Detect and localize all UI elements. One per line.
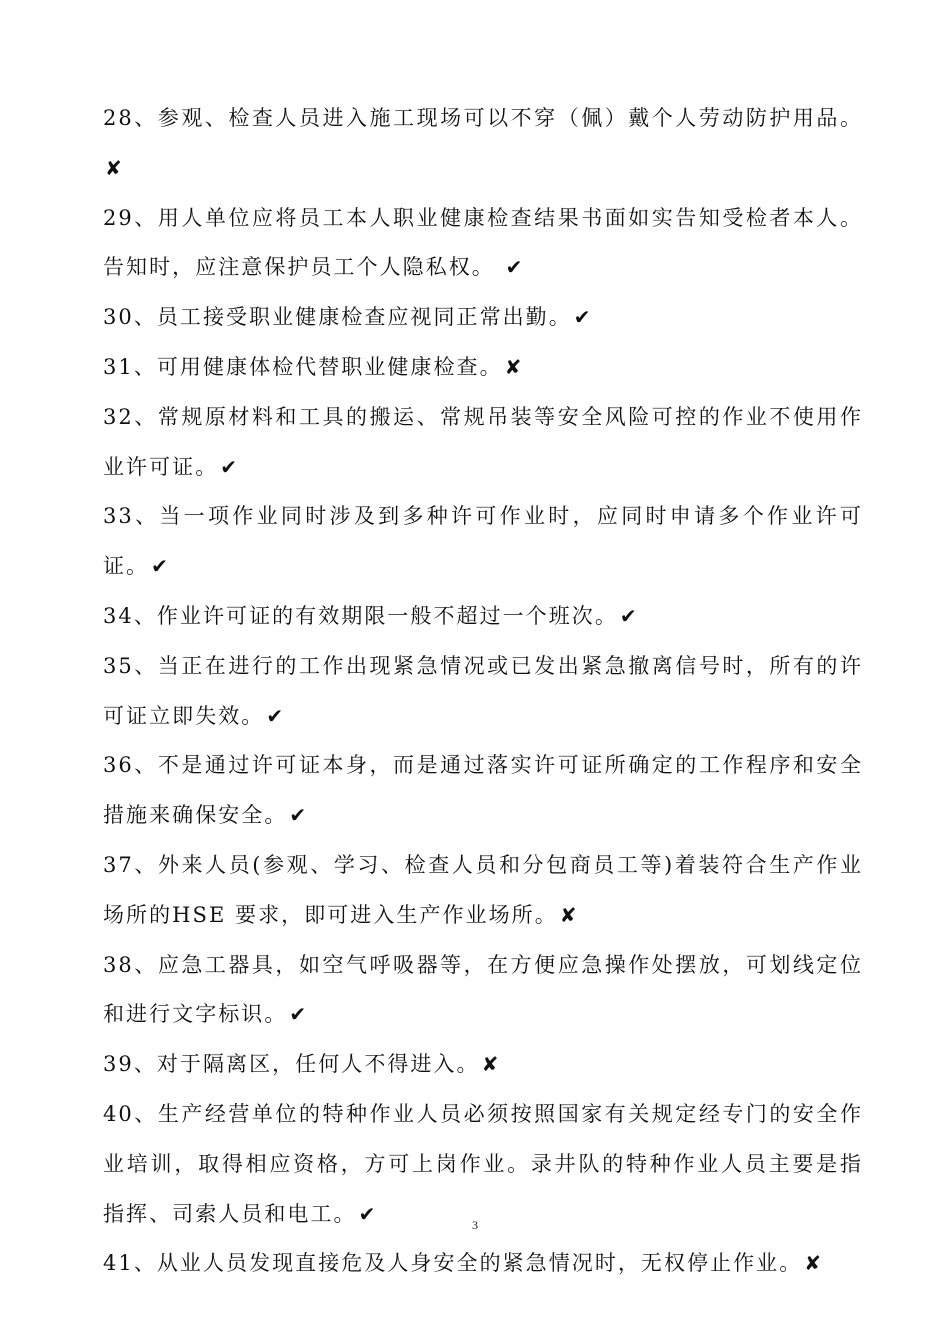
question-item: [103, 941, 863, 1041]
check-mark-icon: ✔: [289, 1002, 307, 1027]
question-item: [103, 642, 863, 742]
question-item: [103, 492, 863, 592]
question-text: 应急工器具，如空气呼吸器等，在方便应急操作处摆放，可划线定位和进行文字标识。: [103, 952, 864, 1027]
question-item: [103, 1090, 863, 1239]
question-text: 用人单位应将员工本人职业健康检查结果书面如实告知受检者本人。告知时，应注意保护员工个人隐私权。: [103, 205, 864, 280]
question-number: 40、: [103, 1101, 158, 1126]
check-mark-icon: ✔: [619, 603, 637, 628]
question-number: 34、: [103, 603, 157, 628]
question-item: [103, 841, 863, 941]
question-number: 36、: [103, 753, 158, 778]
question-item: [103, 1239, 863, 1289]
question-text: 当一项作业同时涉及到多种许可作业时，应同时申请多个作业许可证。: [103, 504, 863, 579]
question-number: 30、: [103, 305, 157, 330]
question-number: 41、: [103, 1251, 157, 1276]
question-text: 常规原材料和工具的搬运、常规吊装等安全风险可控的作业不使用作业许可证。: [103, 404, 864, 479]
question-number: 28、: [103, 106, 158, 130]
question-item: [103, 741, 863, 841]
question-item: [103, 1040, 863, 1090]
question-item: [103, 293, 863, 343]
question-item: [103, 343, 863, 393]
check-mark-icon: ✔: [505, 255, 523, 280]
question-text: 员工接受职业健康检查应视同正常出勤。: [156, 305, 572, 330]
check-mark-icon: ✔: [573, 305, 591, 330]
question-text: 对于隔离区，任何人不得进入。: [156, 1052, 480, 1077]
question-text: 从业人员发现直接危及人身安全的紧急情况时，无权停止作业。: [156, 1251, 803, 1276]
check-mark-icon: ✔: [358, 1201, 376, 1226]
question-text: 参观、检查人员进入施工现场可以不穿（佩）戴个人劳动防护用品。: [157, 106, 864, 130]
page-number: 3: [472, 1218, 478, 1232]
question-text: 当正在进行的工作出现紧急情况或已发出紧急撤离信号时，所有的许可证立即失效。: [103, 653, 864, 728]
question-number: 32、: [103, 404, 158, 429]
check-mark-icon: ✔: [266, 703, 284, 728]
question-text: 不是通过许可证本身，而是通过落实许可证所确定的工作程序和安全措施来确保安全。: [103, 753, 864, 828]
question-number: 31、: [103, 354, 157, 379]
question-text: 外来人员(参观、学习、检查人员和分包商员工等)着装符合生产作业场所的HSE 要求，即可进入生产作业场所。: [103, 852, 863, 927]
question-item: [103, 94, 863, 194]
question-item: [103, 592, 863, 642]
cross-mark-icon: ✘: [559, 902, 577, 927]
question-item: [103, 393, 863, 493]
question-number: 33、: [103, 504, 160, 529]
question-number: 37、: [103, 852, 158, 877]
question-number: 39、: [103, 1052, 157, 1077]
question-number: 35、: [103, 653, 158, 678]
question-text: 可用健康体检代替职业健康检查。: [156, 354, 503, 379]
cross-mark-icon: ✘: [105, 155, 122, 180]
question-text: 作业许可证的有效期限一般不超过一个班次。: [156, 603, 618, 628]
question-item: [103, 194, 863, 294]
cross-mark-icon: ✘: [481, 1052, 499, 1077]
check-mark-icon: ✔: [151, 554, 168, 579]
cross-mark-icon: ✘: [504, 354, 522, 379]
cross-mark-icon: ✘: [804, 1251, 822, 1276]
check-mark-icon: ✔: [289, 803, 307, 828]
question-number: 29、: [103, 205, 158, 230]
question-list: [103, 94, 863, 1289]
question-number: 38、: [103, 952, 158, 977]
check-mark-icon: ✔: [220, 454, 238, 479]
question-text: 生产经营单位的特种作业人员必须按照国家有关规定经专门的安全作业培训，取得相应资格，方可上岗作业。录井队的特种作业人员主要是指指挥、司索人员和电工。: [103, 1101, 864, 1226]
